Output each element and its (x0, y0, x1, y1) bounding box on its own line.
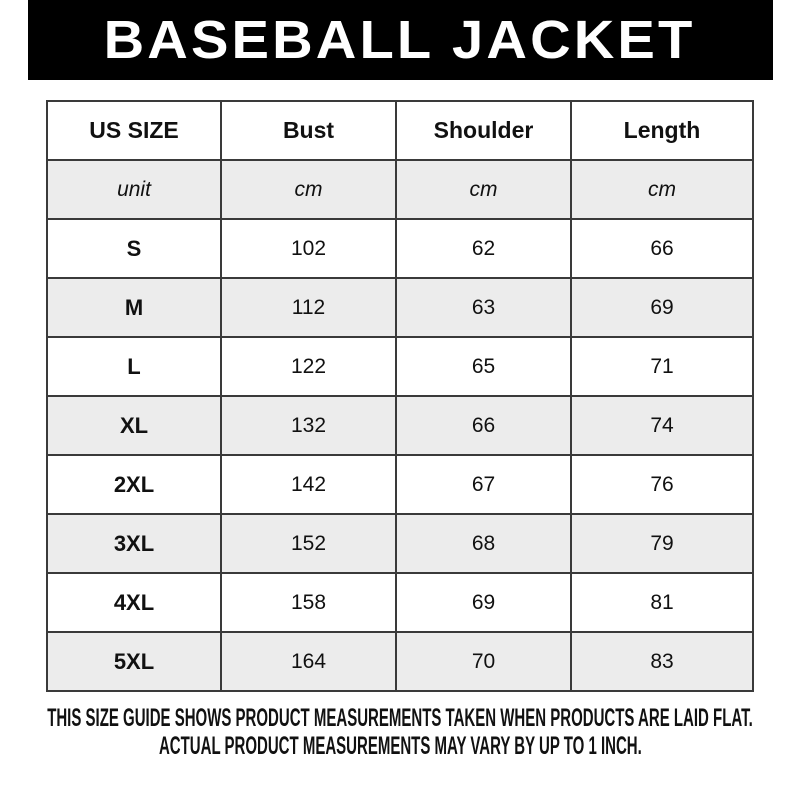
table-header-row (47, 101, 753, 160)
bust-cell: 164 (221, 632, 396, 691)
length-cell: 76 (571, 455, 753, 514)
bust-cell: 102 (221, 219, 396, 278)
shoulder-cell: 70 (396, 632, 571, 691)
size-label-cell: M (47, 278, 221, 337)
size-guide-note-line1: THIS SIZE GUIDE SHOWS PRODUCT MEASUREMENTS TAKEN WHEN PRODUCTS ARE LAID FLAT. (47, 704, 753, 732)
length-cell: 66 (571, 219, 753, 278)
length-cell: 83 (571, 632, 753, 691)
column-header-length: Length (571, 101, 753, 160)
shoulder-cell: 63 (396, 278, 571, 337)
product-title-banner (28, 0, 773, 80)
bust-cell: 112 (221, 278, 396, 337)
length-cell: 74 (571, 396, 753, 455)
length-cell: 71 (571, 337, 753, 396)
column-header-us-size: US SIZE (47, 101, 221, 160)
shoulder-cell: 69 (396, 573, 571, 632)
size-label-cell: 3XL (47, 514, 221, 573)
unit-row (47, 160, 753, 219)
unit-cell-shoulder: cm (396, 160, 571, 219)
table-row-3xl (47, 514, 753, 573)
table-row-5xl (47, 632, 753, 691)
product-title: BASEBALL JACKET (104, 10, 696, 70)
size-guide-table (46, 100, 754, 692)
table-row-l (47, 337, 753, 396)
length-cell: 69 (571, 278, 753, 337)
bust-cell: 158 (221, 573, 396, 632)
bust-cell: 132 (221, 396, 396, 455)
shoulder-cell: 66 (396, 396, 571, 455)
size-guide-note-line2: ACTUAL PRODUCT MEASUREMENTS MAY VARY BY UP TO 1 INCH. (158, 732, 642, 760)
column-header-bust: Bust (221, 101, 396, 160)
unit-cell-bust: cm (221, 160, 396, 219)
size-guide-note (0, 704, 800, 760)
unit-cell-length: cm (571, 160, 753, 219)
table-row-m (47, 278, 753, 337)
shoulder-cell: 67 (396, 455, 571, 514)
column-header-shoulder: Shoulder (396, 101, 571, 160)
bust-cell: 122 (221, 337, 396, 396)
length-cell: 79 (571, 514, 753, 573)
shoulder-cell: 68 (396, 514, 571, 573)
size-label-cell: 5XL (47, 632, 221, 691)
table-row-s (47, 219, 753, 278)
bust-cell: 152 (221, 514, 396, 573)
length-cell: 81 (571, 573, 753, 632)
size-label-cell: XL (47, 396, 221, 455)
table-row-2xl (47, 455, 753, 514)
bust-cell: 142 (221, 455, 396, 514)
size-label-cell: L (47, 337, 221, 396)
table-row-xl (47, 396, 753, 455)
table-row-4xl (47, 573, 753, 632)
unit-label-cell: unit (47, 160, 221, 219)
size-label-cell: 4XL (47, 573, 221, 632)
size-label-cell: 2XL (47, 455, 221, 514)
shoulder-cell: 62 (396, 219, 571, 278)
shoulder-cell: 65 (396, 337, 571, 396)
size-label-cell: S (47, 219, 221, 278)
